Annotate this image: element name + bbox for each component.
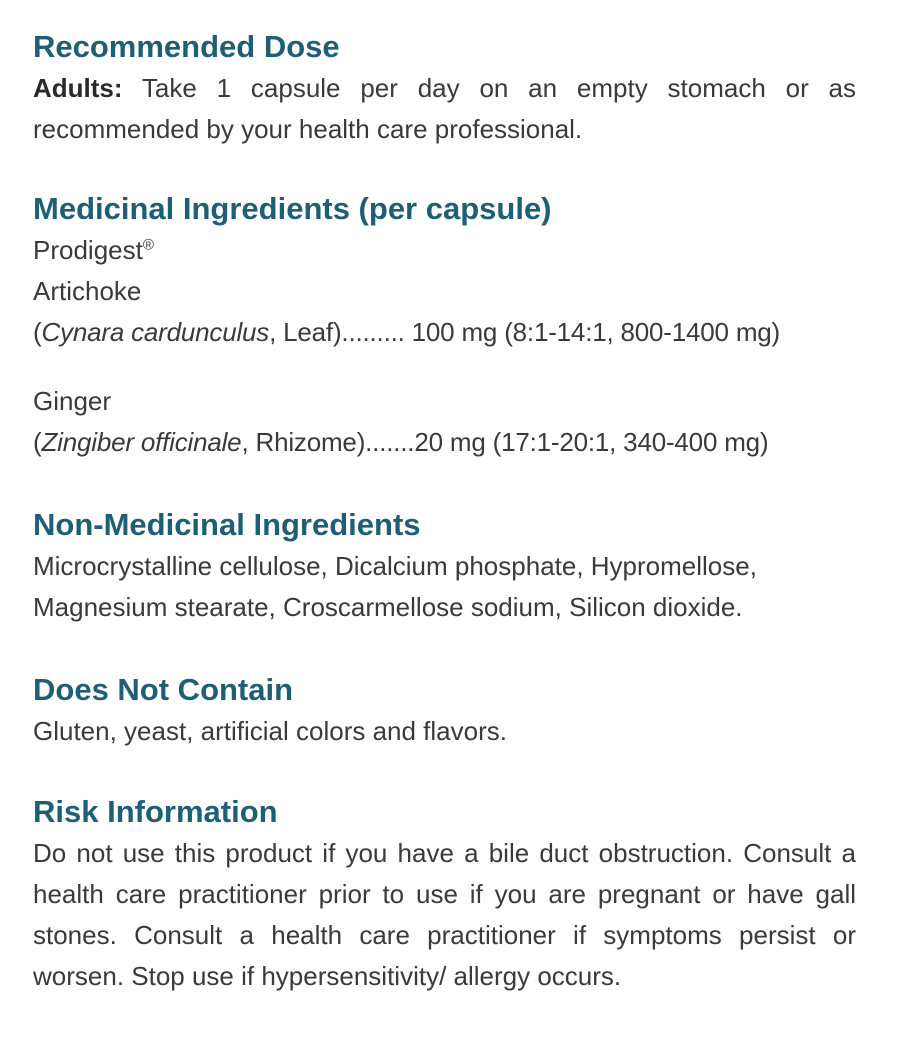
ingredient-amount: 100 mg (8:1-14:1, 800-1400 mg)	[404, 317, 780, 347]
non-medicinal-ingredients-heading: Non-Medicinal Ingredients	[33, 507, 421, 542]
ingredient-latin-name: Zingiber officinale	[41, 427, 242, 457]
ingredient-part: , Leaf)	[269, 317, 342, 347]
ingredient-name: Ginger	[33, 386, 112, 416]
non-medicinal-ingredients-text: Microcrystalline cellulose, Dicalcium phosphate, Hypromellose, Magnesium stearate, Croscarmellose sodium, Silicon dioxide.	[33, 551, 757, 622]
product-name-text: Prodigest	[33, 235, 143, 265]
adults-label: Adults:	[33, 73, 123, 103]
leader-dots: .......	[365, 427, 415, 457]
ingredient-part: , Rhizome)	[241, 427, 366, 457]
medicinal-ingredients-heading: Medicinal Ingredients (per capsule)	[33, 191, 552, 226]
open-paren: (	[33, 317, 42, 347]
adults-instructions: Take 1 capsule per day on an empty stomach or as recommended by your health care professional.	[33, 73, 856, 144]
medicinal-ingredients-section	[33, 188, 856, 463]
ingredient-item	[33, 271, 856, 353]
product-label-document	[33, 26, 856, 997]
does-not-contain-text: Gluten, yeast, artificial colors and flavors.	[33, 716, 507, 746]
ingredient-item	[33, 381, 856, 463]
recommended-dose-text	[33, 68, 856, 150]
recommended-dose-section	[33, 26, 856, 150]
does-not-contain-heading: Does Not Contain	[33, 672, 294, 707]
product-name	[33, 230, 856, 271]
recommended-dose-heading: Recommended Dose	[33, 29, 340, 64]
ingredient-dose-line	[33, 312, 856, 353]
ingredient-latin-name: Cynara cardunculus	[41, 317, 270, 347]
registered-mark: ®	[142, 236, 154, 254]
ingredient-amount: 20 mg (17:1-20:1, 340-400 mg)	[414, 427, 769, 457]
risk-information-section	[33, 791, 856, 997]
does-not-contain-section	[33, 669, 856, 752]
ingredient-name: Artichoke	[33, 276, 142, 306]
open-paren: (	[33, 427, 42, 457]
leader-dots: .........	[341, 317, 405, 347]
risk-information-heading: Risk Information	[33, 794, 278, 829]
non-medicinal-ingredients-section	[33, 504, 856, 628]
ingredient-dose-line	[33, 422, 856, 463]
risk-information-text: Do not use this product if you have a bile duct obstruction. Consult a health care practitioner prior to use if you are pregnant or have gall stones. Consult a health care practitioner if symptoms persist or worsen. Stop use if hypersensitivity/ allergy occurs.	[33, 838, 856, 991]
